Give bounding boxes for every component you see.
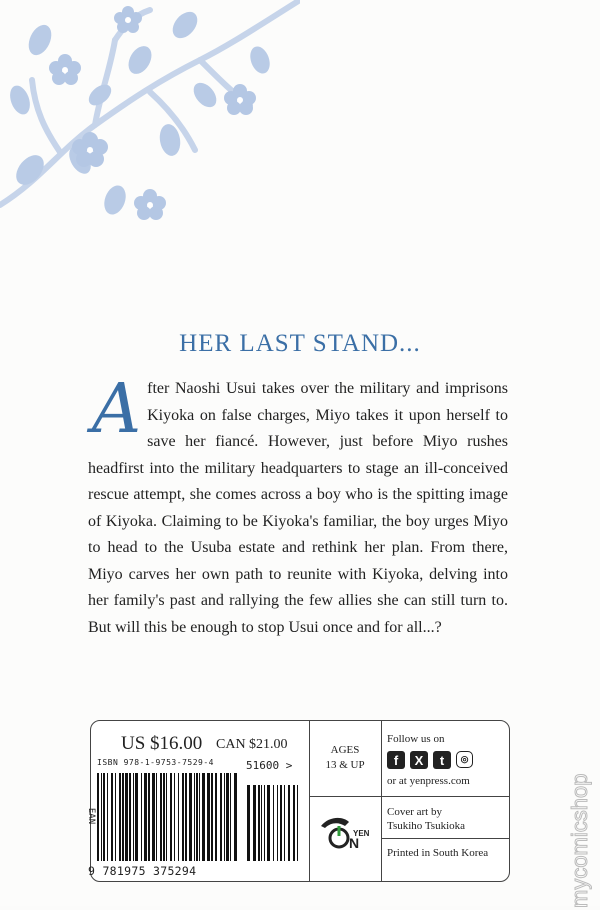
instagram-icon: ◎: [456, 751, 473, 768]
barcode-bar: [224, 773, 225, 861]
barcode-bar: [115, 773, 116, 861]
barcode-bar: [182, 773, 184, 861]
barcode-bar: [122, 773, 124, 861]
synopsis-text: fter Naoshi Usui takes over the military and imprisons Kiyoka on false charges, Miyo takes it upon herself to save her fiancé. However, just before Miyo rushes headfirst into the military headquarters to stage an ill-conceived rescue attempt, she comes across a boy who is the spitting image of Kiyoka. Claiming to be Kiyoka's familiar, the boy urges Miyo to head to the Usuba estate and rethink her plan. From there, Miyo carves her own path to reunite with Kiyoka, delving into her family's past and rallying the few allies she can still turn to. But will this be enough to stop Usui once and for all...?: [88, 380, 508, 636]
watermark-logo: [567, 680, 597, 910]
facebook-icon: f: [387, 751, 405, 769]
yen-on-logo: [319, 812, 377, 852]
blossom-branch-illustration: [0, 0, 300, 240]
printed-in: Printed in South Korea: [387, 847, 489, 859]
barcode-bar: [199, 773, 200, 861]
tumblr-icon: t: [433, 751, 451, 769]
barcode-number: 9 781975 375294: [88, 864, 197, 878]
barcode-bar: [220, 773, 222, 861]
barcode-bar: [119, 773, 121, 861]
x-icon: X: [410, 751, 428, 769]
age-rating-value: 13 & UP: [325, 759, 365, 771]
addon-barcode-bar: [288, 785, 290, 861]
addon-barcode-bar: [297, 785, 298, 861]
addon-barcode-bar: [280, 785, 282, 861]
isbn-text: ISBN 978-1-9753-7529-4: [97, 758, 214, 767]
barcode-bar: [163, 773, 165, 861]
barcode-bar: [129, 773, 131, 861]
cover-art-credit: [387, 805, 465, 833]
barcode-bar: [211, 773, 213, 861]
barcode-bar: [125, 773, 128, 861]
barcode-bar: [103, 773, 105, 861]
drop-cap-letter: A: [92, 370, 142, 449]
barcode-bar: [101, 773, 102, 861]
barcode-bar: [196, 773, 198, 861]
panel-divider: [381, 721, 382, 881]
addon-barcode-bar: [261, 785, 262, 861]
barcode-bar: [189, 773, 192, 861]
addon-barcode-bar: [264, 785, 265, 861]
barcode-bar: [152, 773, 155, 861]
addon-barcode-bar: [253, 785, 256, 861]
barcode-bar: [230, 773, 231, 861]
addon-barcode-bar: [277, 785, 278, 861]
barcode-info-panel: [86, 720, 510, 882]
website-text: or at yenpress.com: [387, 775, 470, 787]
addon-barcode-bar: [293, 785, 295, 861]
barcode: [97, 773, 302, 863]
book-synopsis: [88, 370, 508, 641]
addon-barcode-bar: [247, 785, 250, 861]
addon-barcode-bar: [284, 785, 285, 861]
addon-barcode-bar: [258, 785, 260, 861]
price-can: CAN $21.00: [216, 737, 288, 752]
barcode-bar: [111, 773, 113, 861]
cover-art-label: Cover art by: [387, 806, 442, 818]
price-us: US $16.00: [121, 733, 203, 754]
follow-label: Follow us on: [387, 733, 445, 745]
cover-artist-name: Tsukiho Tsukioka: [387, 820, 466, 832]
panel-divider: [309, 796, 509, 797]
barcode-bar: [135, 773, 138, 861]
addon-barcode-bar: [267, 785, 270, 861]
panel-divider: [309, 721, 310, 881]
barcode-bar: [207, 773, 210, 861]
barcode-bar: [141, 773, 142, 861]
back-cover-heading: HER LAST STAND...: [179, 330, 421, 357]
barcode-bar: [156, 773, 157, 861]
barcode-bar: [234, 773, 237, 861]
ean-label: EAN: [86, 807, 97, 825]
barcode-bar: [148, 773, 150, 861]
svg-text:N: N: [349, 835, 360, 851]
barcode-bar: [174, 773, 175, 861]
barcode-bar: [226, 773, 229, 861]
barcode-bar: [97, 773, 99, 861]
barcode-bar: [185, 773, 187, 861]
barcode-bar: [170, 773, 172, 861]
barcode-bar: [133, 773, 134, 861]
barcode-bar: [144, 773, 147, 861]
age-rating: [315, 743, 375, 773]
barcode-bar: [194, 773, 195, 861]
price-addon-code: 51600 >: [246, 759, 293, 772]
barcode-bar: [202, 773, 205, 861]
barcode-bar: [215, 773, 217, 861]
social-icons: [387, 751, 473, 769]
barcode-bar: [160, 773, 162, 861]
svg-text:mycomicshop: mycomicshop: [567, 773, 592, 908]
barcode-bar: [107, 773, 108, 861]
svg-text:YEN: YEN: [353, 829, 370, 838]
age-rating-label: AGES: [330, 744, 360, 756]
panel-divider: [381, 838, 509, 839]
barcode-bar: [178, 773, 179, 861]
barcode-bar: [166, 773, 167, 861]
addon-barcode-bar: [273, 785, 274, 861]
